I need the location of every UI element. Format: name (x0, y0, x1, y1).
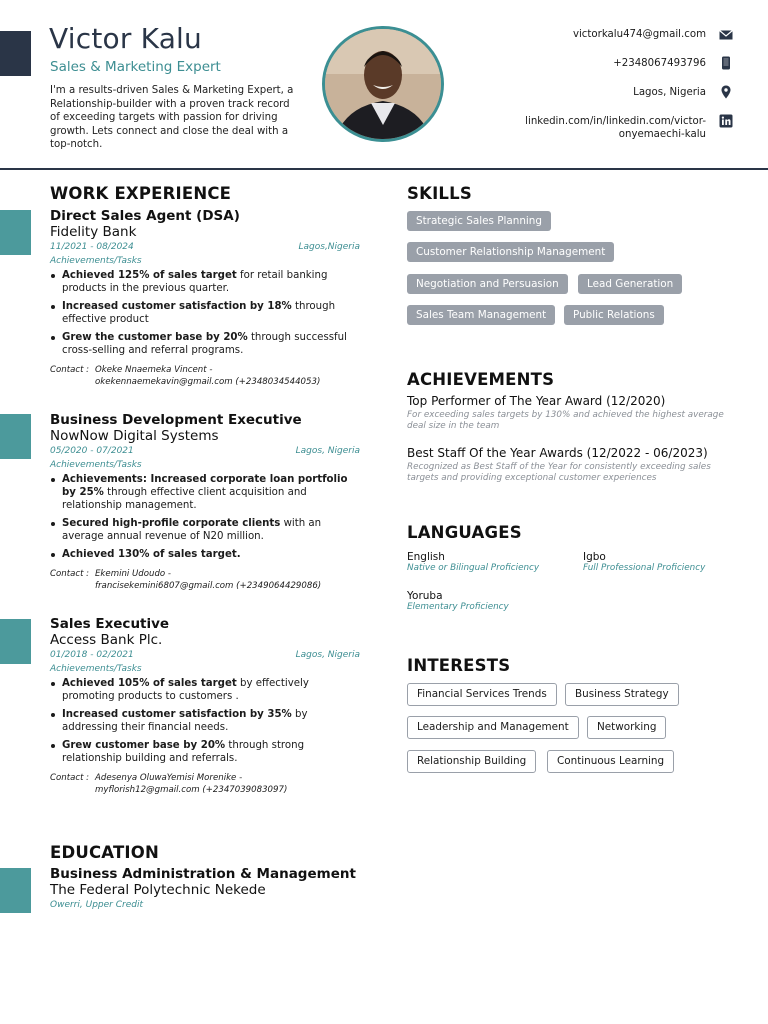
tasks-label: Achievements/Tasks (50, 256, 142, 266)
list-item: Achieved 105% of sales target by effectively promoting products to customers . (50, 677, 350, 703)
job-company: Access Bank Plc. (50, 632, 163, 648)
list-item: Increased customer satisfaction by 18% through effective product (50, 300, 350, 326)
education-heading: EDUCATION (50, 843, 159, 862)
achievement-desc: For exceeding sales targets by 130% and achieved the highest average deal size in the team (407, 410, 724, 431)
contact-linkedin[interactable] (525, 115, 706, 141)
skill-tag: Sales Team Management (407, 305, 555, 325)
job-reference: Contact : Ekemini Udoudo - francisekemini6807@gmail.com (+2349064429086) (50, 569, 322, 591)
header-divider (0, 168, 768, 170)
education-meta: Owerri, Upper Credit (50, 900, 143, 910)
person-name: Victor Kalu (49, 22, 202, 55)
interest-tag: Financial Services Trends (407, 683, 557, 706)
location-pin-icon (719, 85, 733, 99)
education-degree: Business Administration & Management (50, 866, 356, 882)
bullet-list (50, 677, 350, 765)
skill-tag: Strategic Sales Planning (407, 211, 551, 231)
achievement-item (407, 394, 732, 432)
summary-text: I'm a results-driven Sales & Marketing Expert, a Relationship-builder with a proven track record of exceeding targets with passion for driving growth. Lets connect and close the deal with a top-notch. (50, 85, 294, 151)
list-item: Achieved 130% of sales target. (50, 548, 350, 561)
job-accent-block (0, 619, 31, 664)
job-title: Business Development Executive (50, 412, 302, 428)
contact-location: Lagos, Nigeria (633, 87, 706, 98)
skill-tag: Lead Generation (578, 274, 682, 294)
person-title: Sales & Marketing Expert (50, 59, 221, 75)
linkedin-icon (719, 114, 733, 128)
languages-heading: LANGUAGES (407, 523, 522, 542)
interest-tag: Relationship Building (407, 750, 536, 773)
achievement-desc: Recognized as Best Staff of the Year for consistently exceeding sales targets and providing exceptional customer experiences (407, 462, 711, 483)
job-entry (50, 208, 360, 388)
interest-tag: Continuous Learning (547, 750, 674, 773)
education-entry (50, 866, 370, 910)
job-company: Fidelity Bank (50, 224, 137, 240)
linkedin-line-2: onyemaechi-kalu (618, 129, 706, 140)
language-level: Native or Bilingual Proficiency (407, 563, 540, 573)
achievement-item (407, 446, 732, 484)
bullet-list (50, 269, 350, 357)
skill-tag: Negotiation and Persuasion (407, 274, 568, 294)
achievements-heading: ACHIEVEMENTS (407, 370, 555, 389)
skill-tag: Customer Relationship Management (407, 242, 614, 262)
education-school: The Federal Polytechnic Nekede (50, 882, 266, 898)
language-item (583, 551, 705, 573)
interest-tag: Leadership and Management (407, 716, 579, 739)
job-reference: Contact : Okeke Nnaemeka Vincent - okekennaemekavin@gmail.com (+2348034544053) (50, 365, 321, 387)
profile-photo (322, 26, 444, 142)
tasks-label: Achievements/Tasks (50, 460, 142, 470)
job-location: Lagos, Nigeria (295, 650, 360, 660)
phone-icon (719, 56, 733, 70)
list-item: Secured high-profile corporate clients with an average annual revenue of N20 million. (50, 517, 350, 543)
job-entry (50, 616, 360, 796)
contact-phone[interactable]: +2348067493796 (613, 58, 706, 69)
email-icon (719, 28, 733, 42)
education-accent-block (0, 868, 31, 913)
job-title: Sales Executive (50, 616, 170, 632)
achievement-title: Best Staff Of the Year Awards (12/2022 - 06/2023) (407, 446, 708, 460)
contact-email[interactable]: victorkalu474@gmail.com (572, 29, 706, 40)
job-location: Lagos,Nigeria (298, 242, 360, 252)
job-entry (50, 412, 360, 592)
list-item: Increased customer satisfaction by 35% by addressing their financial needs. (50, 708, 350, 734)
job-title: Direct Sales Agent (DSA) (50, 208, 240, 224)
list-item: Grew the customer base by 20% through successful cross-selling and referral programs. (50, 331, 350, 357)
job-dates: 01/2018 - 02/2021 (50, 650, 134, 660)
achievement-title: Top Performer of The Year Award (12/2020) (407, 394, 666, 408)
work-experience-heading: WORK EXPERIENCE (50, 184, 232, 203)
language-level: Full Professional Proficiency (583, 563, 706, 573)
list-item: Achievements: Increased corporate loan portfolio by 25% through effective client acquisition and relationship management. (50, 473, 350, 512)
language-name: Yoruba (407, 590, 443, 602)
language-name: English (407, 551, 445, 563)
language-name: Igbo (583, 551, 606, 563)
interest-tag: Networking (587, 716, 666, 739)
job-company: NowNow Digital Systems (50, 428, 219, 444)
job-dates: 05/2020 - 07/2021 (50, 446, 134, 456)
bullet-list (50, 473, 350, 561)
job-accent-block (0, 210, 31, 255)
language-level: Elementary Proficiency (407, 602, 509, 612)
interests-heading: INTERESTS (407, 656, 511, 675)
linkedin-line-1: linkedin.com/in/linkedin.com/victor- (525, 116, 706, 127)
job-accent-block (0, 414, 31, 459)
header-accent-block (0, 31, 31, 76)
job-reference: Contact : Adesenya OluwaYemisi Morenike - myflorish12@gmail.com (+2347039083097) (50, 773, 288, 795)
job-location: Lagos, Nigeria (295, 446, 360, 456)
tasks-label: Achievements/Tasks (50, 664, 142, 674)
skills-heading: SKILLS (407, 184, 472, 203)
job-dates: 11/2021 - 08/2024 (50, 242, 134, 252)
list-item: Grew customer base by 20% through strong relationship building and referrals. (50, 739, 350, 765)
list-item: Achieved 125% of sales target for retail banking products in the previous quarter. (50, 269, 350, 295)
interest-tag: Business Strategy (565, 683, 679, 706)
language-item (407, 551, 539, 573)
language-item (407, 590, 509, 612)
skill-tag: Public Relations (564, 305, 664, 325)
